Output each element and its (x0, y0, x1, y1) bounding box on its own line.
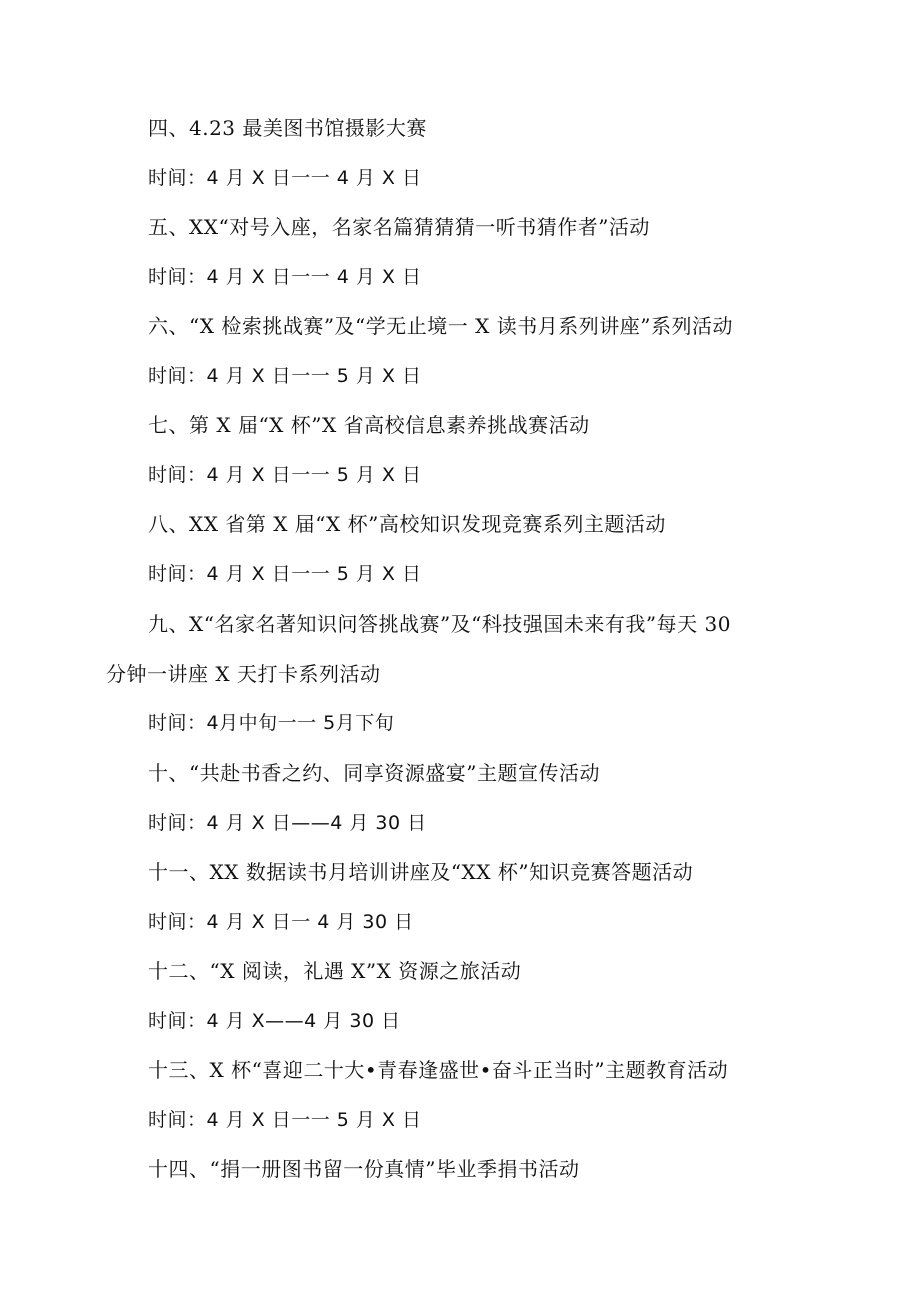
activity-heading-8: 八、XX 省第 X 届“X 杯”高校知识发现竞赛系列主题活动 (148, 512, 666, 536)
activity-heading-6: 六、“X 检索挑战赛”及“学无止境一 X 读书月系列讲座”系列活动 (148, 314, 733, 338)
activity-heading-7: 七、第 X 届“X 杯”X 省高校信息素养挑战赛活动 (148, 413, 590, 437)
activity-heading-13: 十三、X 杯“喜迎二十大•青春逢盛世•奋斗正当时”主题教育活动 (148, 1058, 729, 1082)
activity-time-6: 时间：4 月 X 日一一 5 月 X 日 (148, 365, 422, 387)
activity-heading-5: 五、XX“对号入座，名家名篇猜猜猜一听书猜作者”活动 (148, 215, 650, 239)
activity-time-4: 时间：4 月 X 日一一 4 月 X 日 (148, 167, 422, 189)
activity-heading-14: 十四、“捐一册图书留一份真情”毕业季捐书活动 (148, 1157, 580, 1181)
activity-time-13: 时间：4 月 X 日一一 5 月 X 日 (148, 1109, 422, 1131)
activity-heading-11: 十一、XX 数据读书月培训讲座及“XX 杯”知识竞赛答题活动 (148, 860, 694, 884)
activity-heading-4: 四、4.23 最美图书馆摄影大赛 (148, 116, 427, 140)
activity-heading-12: 十二、“X 阅读，礼遇 X”X 资源之旅活动 (148, 959, 522, 983)
activity-time-9: 时间：4月中旬一一 5月下旬 (148, 712, 395, 734)
activity-heading-10: 十、“共赴书香之约、同享资源盛宴”主题宣传活动 (148, 761, 600, 785)
activity-time-12: 时间：4 月 X——4 月 30 日 (148, 1010, 401, 1032)
activity-time-7: 时间：4 月 X 日一一 5 月 X 日 (148, 464, 422, 486)
activity-heading-9-continuation: 分钟一讲座 X 天打卡系列活动 (106, 662, 381, 686)
activity-time-11: 时间：4 月 X 日一 4 月 30 日 (148, 911, 414, 933)
activity-heading-9: 九、X“名家名著知识问答挑战赛”及“科技强国未来有我”每天 30 (148, 612, 731, 636)
activity-time-5: 时间：4 月 X 日一一 4 月 X 日 (148, 266, 422, 288)
activity-time-10: 时间：4 月 X 日——4 月 30 日 (148, 812, 427, 834)
activity-time-8: 时间：4 月 X 日一一 5 月 X 日 (148, 563, 422, 585)
